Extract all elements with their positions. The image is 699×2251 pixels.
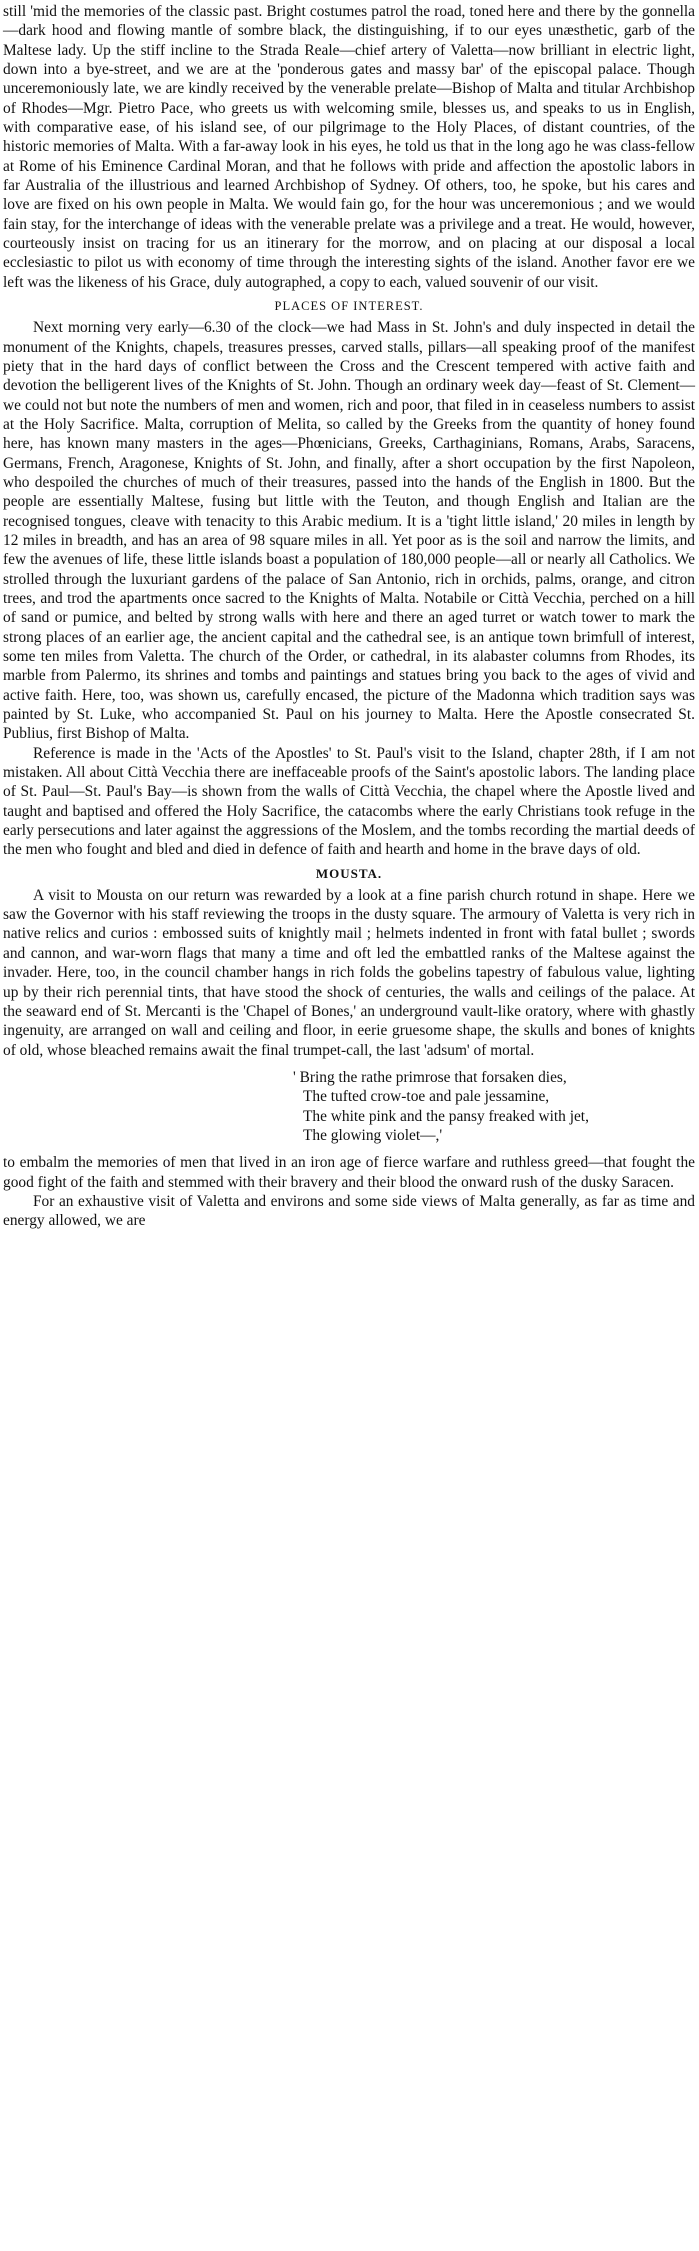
section-heading-mousta: MOUSTA. bbox=[315, 865, 383, 881]
poem-quotation bbox=[293, 1068, 695, 1145]
poem-line: ' Bring the rathe primrose that forsaken dies, bbox=[293, 1068, 567, 1086]
poem-line: The tufted crow-toe and pale jessamine, bbox=[303, 1088, 550, 1106]
paragraph-after-verse: to embalm the memories of men that lived in an iron age of fierce warfare and ruthless greed—that fought the good fight of the faith and stemmed with their bravery and their blood the onward rush of the dusky Saracen. bbox=[3, 1154, 695, 1191]
paragraph-acts-reference: Reference is made in the 'Acts of the Apostles' to St. Paul's visit to the Island, chapter 28th, if I am not mistaken. All about Città Vecchia there are ineffaceable proofs of the Saint's apostolic labors. The landing place of St. Paul—St. Paul's Bay—is shown from the walls of Città Vecchia, the chapel where the Apostle lived and taught and baptised and offered the Holy Sacrifice, the catacombs where the early Christians took refuge in the early persecutions and later against the aggressions of the Moslem, and the tombs recording the martial deeds of the men who fought and bled and died in defence of faith and hearth and home in the brave days of old. bbox=[3, 744, 695, 859]
section-heading-places-of-interest: PLACES OF INTEREST. bbox=[274, 299, 424, 314]
paragraph-final: For an exhaustive visit of Valetta and environs and some side views of Malta generally, as far as time and energy allowed, we are bbox=[3, 1192, 695, 1230]
paragraph-episcopal-palace: still 'mid the memories of the classic past. Bright costumes patrol the road, toned here and there by the gonnella—dark hood and flowing mantle of sombre black, the distinguishing, if to our eyes unæsthetic, garb of the Maltese lady. Up the stiff incline to the Strada Reale—chief artery of Valetta—now brilliant in electric light, down into a bye-street, and we are at the 'ponderous gates and massy bar' of the episcopal palace. Though unceremoniously late, we are kindly received by the venerable prelate—Bishop of Malta and titular Archbishop of Rhodes—Mgr. Pietro Pace, who greets us with welcoming smile, blesses us, and speaks to us in English, with comparative ease, of his island see, of our pilgrimage to the Holy Places, of distant countries, of the historic memories of Malta. With a far-away look in his eyes, he told us that in the long ago he was class-fellow at Rome of his Eminence Cardinal Moran, and that he follows with pride and affection the apostolic labors in far Australia of the illustrious and learned Archbishop of Sydney. Of others, too, he spoke, but his cares and love are fixed on his own people in Malta. We would fain go, for the hour was unceremonious ; and we would fain stay, for the interchange of ideas with the venerable prelate was a privilege and a treat. He would, however, courteously insist on tracing for us an itinerary for the morrow, and on placing at our disposal a local ecclesiastic to pilot us with economy of time through the interesting sights of the island. Another favor ere we left was the likeness of his Grace, duly autographed, a copy to each, valued souvenir of our visit. bbox=[3, 3, 695, 291]
paragraph-places-of-interest: Next morning very early—6.30 of the clock—we had Mass in St. John's and duly inspected in detail the monument of the Knights, chapels, treasures presses, carved stalls, pillars—all speaking proof of the manifest piety that in the hard days of conflict between the Cross and the Crescent tempered with active faith and devotion the belligerent lives of the Knights of St. John. Though an ordinary week day—feast of St. Clement—we could not but note the numbers of men and women, rich and poor, that filed in in ceaseless numbers to assist at the Holy Sacrifice. Malta, corruption of Melita, so called by the Greeks from the quantity of honey found here, has known many masters in the ages—Phœnicians, Greeks, Carthaginians, Romans, Arabs, Saracens, Germans, French, Aragonese, Knights of St. John, and finally, after a short occupation by the first Napoleon, who despoiled the churches of much of their treasures, passed into the hands of the English in 1800. But the people are essentially Maltese, fusing but little with the Teuton, and though English and Italian are the recognised tongues, cleave with tenacity to this Arabic medium. It is a 'tight little island,' 20 miles in length by 12 miles in breadth, and has an area of 98 square miles in all. Yet poor as is the soil and narrow the limits, and few the avenues of life, these little islands boast a population of 180,000 people—all or nearly all Catholics. We strolled through the luxuriant gardens of the palace of San Antonio, rich in orchids, palms, orange, and citron trees, and trod the apartments once sacred to the Knights of Malta. Notabile or Città Vecchia, perched on a hill of sand or pumice, and belted by strong walls with here and there an aged turret or watch tower to mark the strong places of an earlier age, the ancient capital and the cathedral see, is an antique town brimfull of interest, some ten miles from Valetta. The church of the Order, or cathedral, in its alabaster columns from Rhodes, its marble from Palermo, its shrines and tombs and paintings and statues bring you back to the ages of vivid and active faith. Here, too, was shown us, carefully encased, the picture of the Madonna which tradition says was painted by St. Luke, who accompanied St. Paul on his journey to Malta. Here the Apostle consecrated St. Publius, first Bishop of Malta. bbox=[3, 319, 695, 743]
poem-line: The white pink and the pansy freaked with jet, bbox=[303, 1107, 589, 1125]
paragraph-mousta: A visit to Mousta on our return was rewarded by a look at a fine parish church rotund in shape. Here we saw the Governor with his staff reviewing the troops in the dusty square. The armoury of Valetta is very rich in native relics and curios : embossed suits of knightly mail ; helmets indented in front with fatal bullet ; swords and cannon, and war-worn flags that many a time and oft led the embattled ranks of the Maltese against the invader. Here, too, in the council chamber hangs in rich folds the gobelins tapestry of fabulous value, lighting up by their rich perennial tints, that have stood the shock of centuries, the walls and ceilings of the palace. At the seaward end of St. Mercanti is the 'Chapel of Bones,' an underground vault-like oratory, where with ghastly ingenuity, are arranged on wall and ceiling and floor, in eerie gruesome shape, the skulls and bones of knights of old, whose bleached remains await the final trumpet-call, the last 'adsum' of mortal. bbox=[3, 886, 695, 1059]
poem-line: The glowing violet—,' bbox=[303, 1126, 443, 1144]
